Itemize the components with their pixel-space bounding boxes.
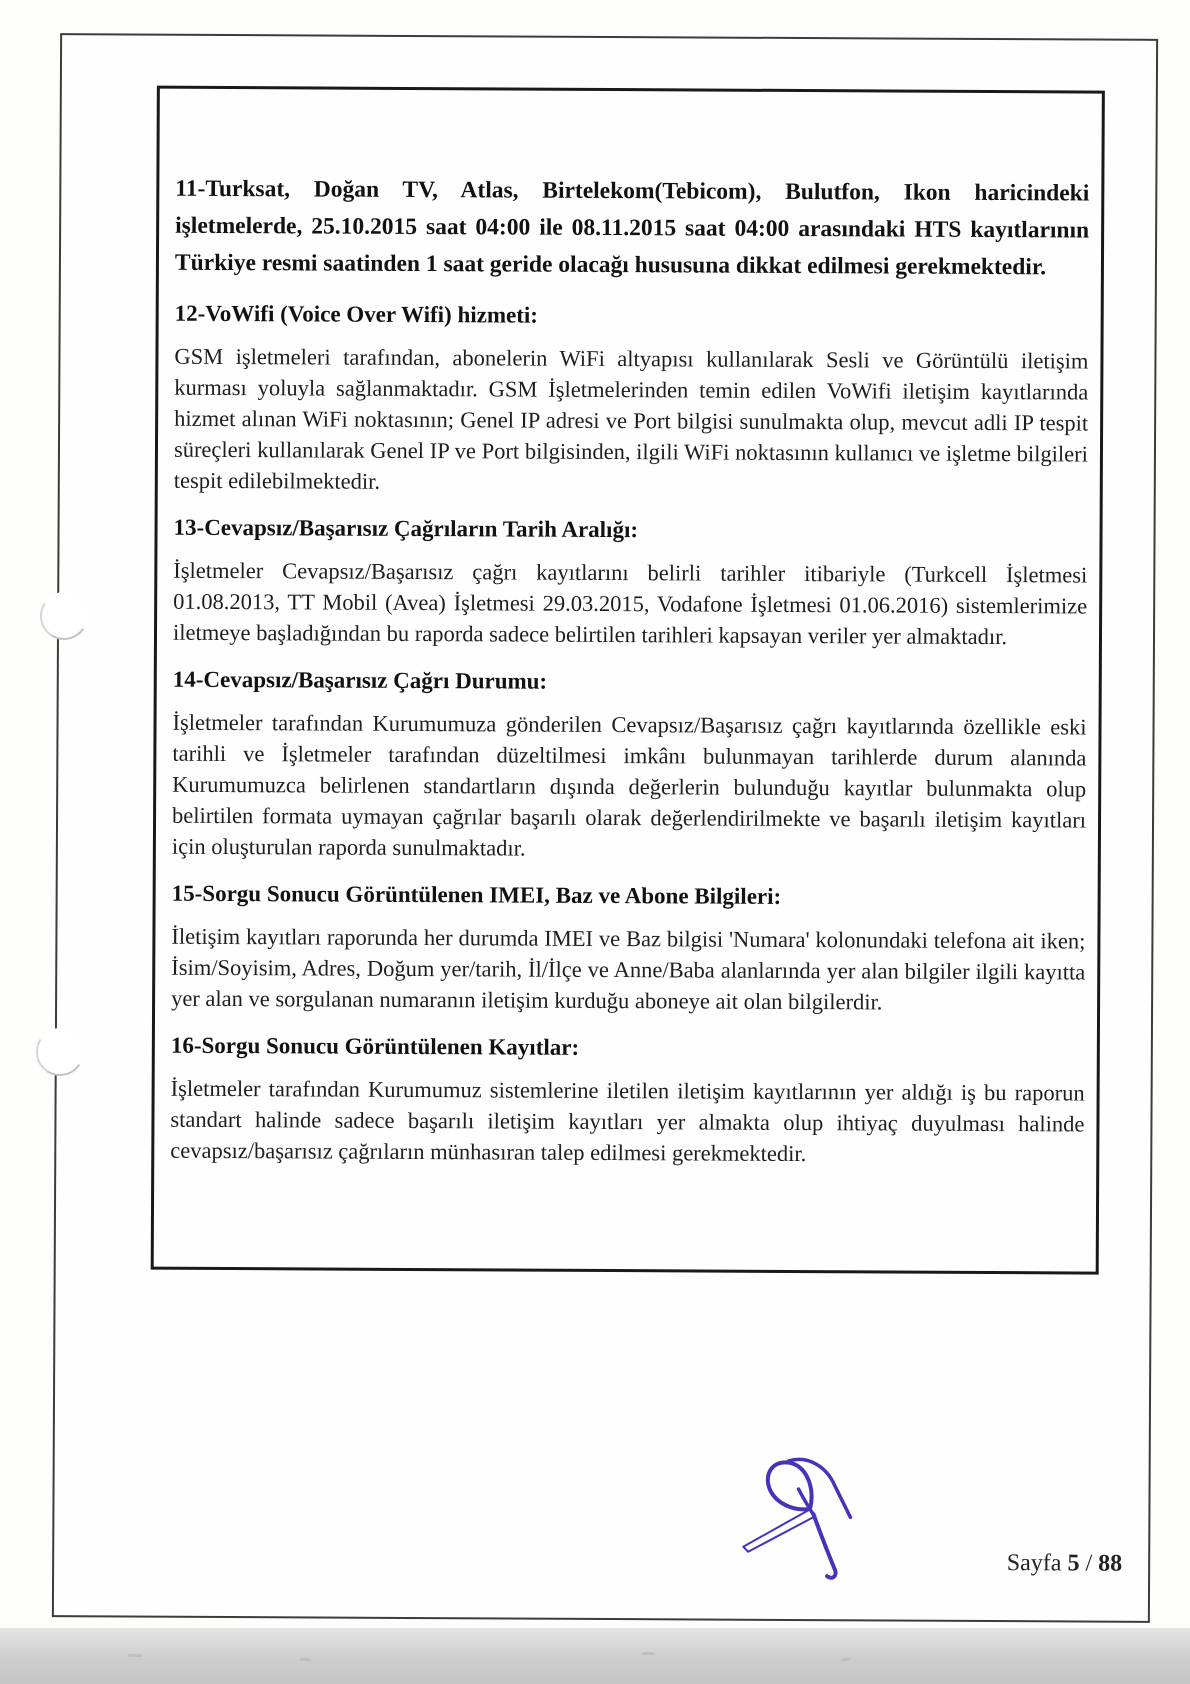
section-12-heading: 12-VoWifi (Voice Over Wifi) hizmeti: <box>174 300 539 328</box>
section-14-heading: 14-Cevapsız/Başarısız Çağrı Durumu: <box>172 666 548 694</box>
signature-wedge-stroke <box>743 1509 815 1552</box>
scan-artifact <box>300 1658 310 1661</box>
section-12-body: GSM işletmeleri tarafından, abonelerin WiFi altyapısı kullanılarak Sesli ve Görüntülü iletişim kurması yoluyla sağlanmaktadır. GSM İşletmelerinden temin edilen VoWifi iletişim kayıtlarında hizmet alınan WiFi noktasının; Genel IP adresi ve Port bilgisi sunulmakta olup, mevcut adli IP tespit süreçleri kullanılarak Genel IP ve Port bilgisinden, ilgili WiFi noktasının kullanıcı ve işletme bilgileri tespit edilebilmektedir. <box>173 343 1089 494</box>
section-11-heading: 11-Turksat, Doğan TV, Atlas, Birtelekom(Tebicom), Bulutfon, Ikon haricindeki işletmelerde, 25.10.2015 saat 04:00 ile 08.11.2015 saat 04:00 arasındaki HTS kayıtlarının Türkiye resmi saatinden 1 saat geride olacağı hususuna dikkat edilmesi gerekmektedir. <box>174 175 1090 281</box>
section-12 <box>174 297 1089 501</box>
page-number <box>992 1550 1122 1578</box>
handwritten-signature <box>730 1447 881 1598</box>
section-11 <box>175 171 1090 287</box>
page-number-separator: / <box>1085 1550 1093 1577</box>
paper-sheet <box>52 33 1158 1623</box>
section-15 <box>171 877 1086 1019</box>
page-number-total: 88 <box>1098 1550 1123 1577</box>
section-16-body: İşletmeler tarafından Kurumumuz sistemlerine iletilen iletişim kayıtlarının yer aldığı iş bu raporun standart halinde sadece başarılı iletişim kayıtları yer almakta olup ihtiyaç duyulması halinde cevapsız/başarısız çağrıların münhasıran talep edilmesi gerekmektedir. <box>170 1075 1085 1167</box>
signature-tail-stroke <box>813 1514 836 1578</box>
section-15-body: İletişim kayıtları raporunda her durumda IMEI ve Baz bilgisi 'Numara' kolonundaki telefona ait iken; İsim/Soyisim, Adres, Doğum yer/tarih, İl/İlçe ve Anne/Baba alanlarında yer alan bilgiler ilgili kayıtta yer alan ve sorgulanan numaranın iletişim kurduğu aboneye ait olan bilgilerdir. <box>171 923 1086 1015</box>
scan-artifact <box>642 1652 654 1655</box>
section-16-heading: 16-Sorgu Sonucu Görüntülenen Kayıtlar: <box>170 1032 580 1060</box>
section-15-heading: 15-Sorgu Sonucu Görüntülenen IMEI, Baz ve Abone Bilgileri: <box>171 880 782 909</box>
scan-artifact <box>128 1654 142 1657</box>
section-13-heading: 13-Cevapsız/Başarısız Çağrıların Tarih Aralığı: <box>173 514 639 543</box>
bordered-text-frame <box>151 86 1105 1275</box>
section-13 <box>173 511 1088 653</box>
section-14-body: İşletmeler tarafından Kurumumuza gönderilen Cevapsız/Başarısız çağrı kayıtlarında özellikle eski tarihli ve İşletmeler tarafından düzeltilmesi imkânı bulunmayan tarihlerde durum alanında Kurumumuzca belirlenen standartların dışında değerlerin bulunduğu kayıtlar bulunmakta olup belirtilen formata uymayan çağrılar başarılı olarak değerlendirilmekte ve başarılı iletişim kayıtları için oluşturulan raporda sunulmaktadır. <box>171 709 1087 861</box>
section-14 <box>172 663 1087 867</box>
scan-artifact <box>842 1658 851 1661</box>
page-number-current: 5 <box>1067 1550 1080 1577</box>
section-16 <box>170 1029 1085 1171</box>
page-number-label: Sayfa <box>1006 1550 1062 1577</box>
scanner-background-band <box>0 1628 1190 1684</box>
section-13-body: İşletmeler Cevapsız/Başarısız çağrı kayıtlarını belirli tarihler itibariyle (Turkcell İşletmesi 01.08.2013, TT Mobil (Avea) İşletmesi 29.03.2015, Vodafone İşletmesi 01.06.2016) sistemlerimize iletmeye başladığından bu raporda sadece belirtilen tarihleri kapsayan veriler yer almaktadır. <box>172 557 1088 650</box>
